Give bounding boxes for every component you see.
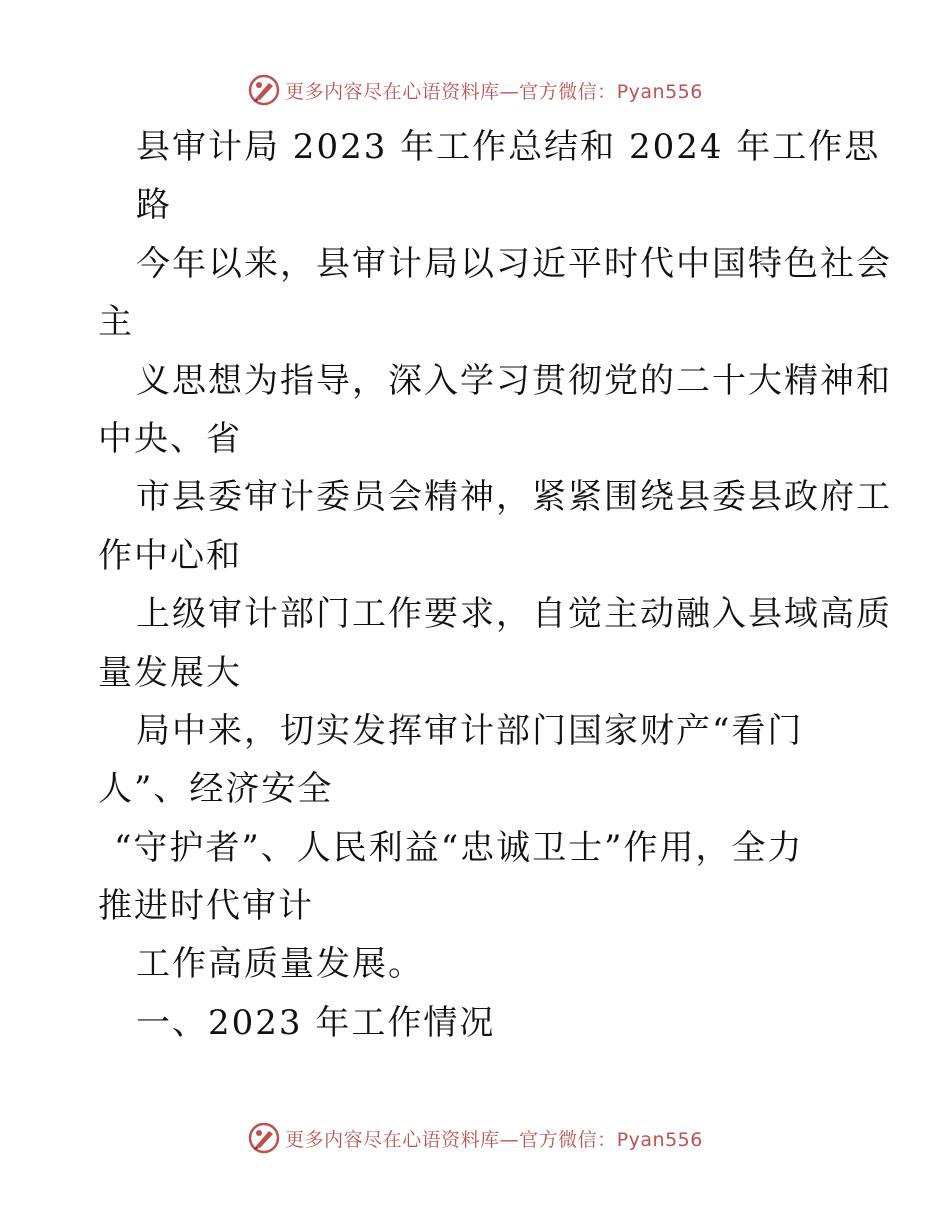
footer-watermark-banner [0, 1118, 950, 1158]
doc-line: 推进时代审计 [98, 886, 314, 927]
watermark-text: 更多内容尽在心语资料库—官方微信：Pyan556 [285, 80, 703, 103]
doc-line: 工作高质量发展。 [136, 944, 424, 985]
doc-title-line-1: 县审计局 2023 年工作总结和 2024 年工作思 [136, 127, 881, 167]
doc-line: 市县委审计委员会精神，紧紧围绕县委县政府工 [136, 477, 892, 518]
doc-line: 局中来，切实发挥审计部门国家财产“看门 [136, 710, 804, 751]
doc-line: 上级审计部门工作要求，自觉主动融入县域高质 [136, 594, 892, 635]
doc-line: 中央、省 [98, 418, 242, 459]
pen-seal-icon [247, 1121, 281, 1155]
doc-line: 今年以来，县审计局以习近平时代中国特色社会 [136, 243, 892, 284]
doc-title-line-2: 路 [136, 185, 172, 226]
header-watermark-banner [0, 70, 950, 110]
doc-line: 主 [98, 302, 134, 343]
watermark-text: 更多内容尽在心语资料库—官方微信：Pyan556 [285, 1128, 703, 1151]
doc-line: 量发展大 [98, 652, 242, 693]
doc-line: 作中心和 [98, 535, 242, 576]
pen-seal-icon [247, 73, 281, 107]
section-heading: 一、2023 年工作情况 [136, 1002, 496, 1043]
doc-line: 人”、经济安全 [98, 769, 334, 810]
doc-line: 义思想为指导，深入学习贯彻党的二十大精神和 [136, 360, 892, 401]
document-body [98, 118, 892, 1052]
doc-line: “守护者”、人民利益“忠诚卫士”作用，全力 [114, 827, 804, 868]
